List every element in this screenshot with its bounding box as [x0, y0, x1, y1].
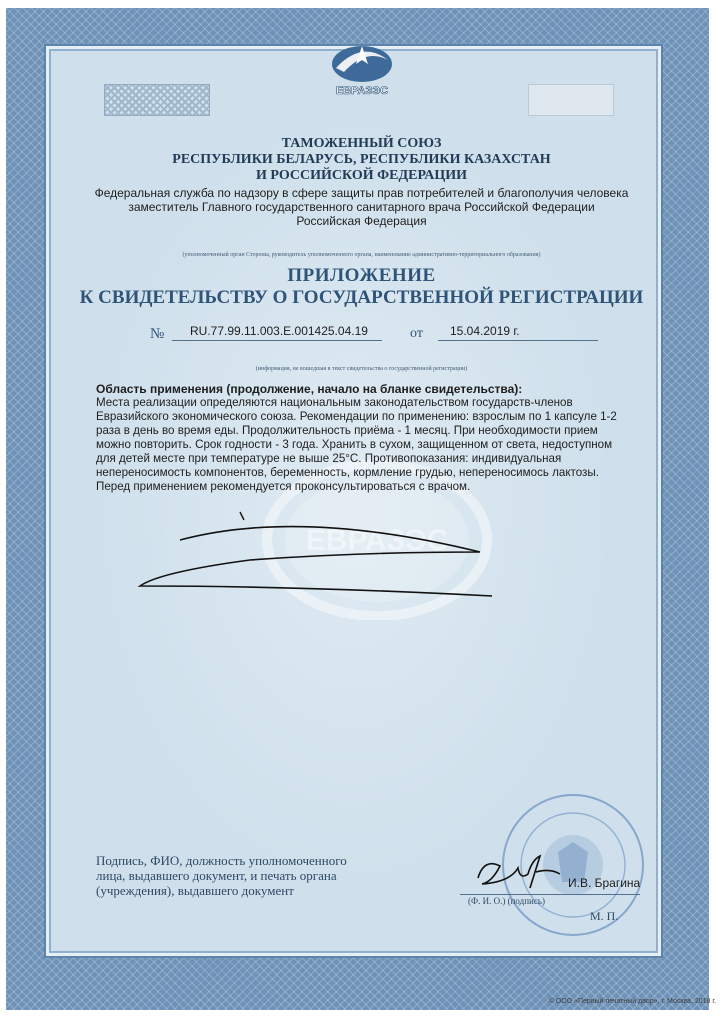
eurasec-emblem-icon	[322, 38, 402, 98]
header-line-2: РЕСПУБЛИКИ БЕЛАРУСЬ, РЕСПУБЛИКИ КАЗАХСТАН	[172, 152, 551, 167]
document-title: ПРИЛОЖЕНИЕ	[287, 265, 436, 286]
body-line: Евразийского экономического союза. Рекомендации по применению: взрослым по 1 капсуле 1-2	[96, 410, 617, 423]
registration-date: 15.04.2019 г.	[450, 324, 520, 338]
signature-caption	[96, 853, 416, 898]
header-line-3: И РОССИЙСКОЙ ФЕДЕРАЦИИ	[256, 168, 467, 183]
registration-number: RU.77.99.11.003.Е.001425.04.19	[190, 324, 368, 338]
body-line: можно повторить. Срок годности - 3 года. Хранить в сухом, защищенном от света, недоступном	[96, 438, 613, 451]
emblem-text: ЕВРАЗЭС	[335, 85, 389, 97]
printer-copyright: © ООО «Первый печатный двор», г. Москва, 2018 г.	[548, 998, 716, 1005]
fio-label: (Ф. И. О.) (подпись)	[468, 896, 545, 906]
caption-line: лица, выдавшего документ, и печать органа	[96, 868, 337, 883]
section-title: Область применения (продолжение, начало на бланке свидетельства):	[96, 382, 523, 396]
body-line: Места реализации определяются национальным законодательством государств-членов	[96, 396, 573, 409]
number-underline	[172, 340, 382, 341]
signature-icon	[470, 838, 570, 900]
body-line: раза в день во время еды. Продолжительность приёма - 1 месяц. При необходимости прием	[96, 424, 598, 437]
serial-box	[528, 84, 614, 116]
info-note: (информация, не вошедшая в текст свидетельства о государственной регистрации)	[255, 366, 468, 372]
agency-line-2: заместитель Главного государственного санитарного врача Российской Федерации	[128, 200, 595, 214]
security-pattern	[104, 84, 210, 116]
body-text	[96, 396, 636, 494]
number-sign: №	[150, 326, 165, 342]
body-line: непереносимость компонентов, беременность, кормление грудью, непереносимось лактозы.	[96, 466, 599, 479]
watermark-text: ЕВРАЗЭС	[305, 524, 449, 557]
registration-row	[150, 324, 600, 344]
body-line: для детей месте при температуре не выше 25°С. Противопоказания: индивидуальная	[96, 452, 562, 465]
authority-note: (уполномоченный орган Стороны, руководитель уполномоченного органа, наименование административно-территориального образования)	[182, 252, 541, 258]
signature-underline	[460, 894, 640, 895]
from-label: от	[410, 326, 423, 341]
header-line-1: ТАМОЖЕННЫЙ СОЮЗ	[281, 136, 442, 151]
body-line: Перед применением рекомендуется проконсультироваться с врачом.	[96, 480, 471, 493]
caption-line: Подпись, ФИО, должность уполномоченного	[96, 853, 347, 868]
caption-line: (учреждения), выдавшего документ	[96, 883, 294, 898]
signer-name: И.В. Брагина	[568, 876, 641, 890]
date-underline	[438, 340, 598, 341]
document-subtitle: К СВИДЕТЕЛЬСТВУ О ГОСУДАРСТВЕННОЙ РЕГИСТРАЦИИ	[79, 287, 644, 308]
agency-line-1: Федеральная служба по надзору в сфере защиты прав потребителей и благополучия человека	[94, 186, 629, 200]
agency-line-3: Российская Федерация	[296, 214, 427, 228]
seal-place-label: М. П.	[590, 909, 619, 923]
